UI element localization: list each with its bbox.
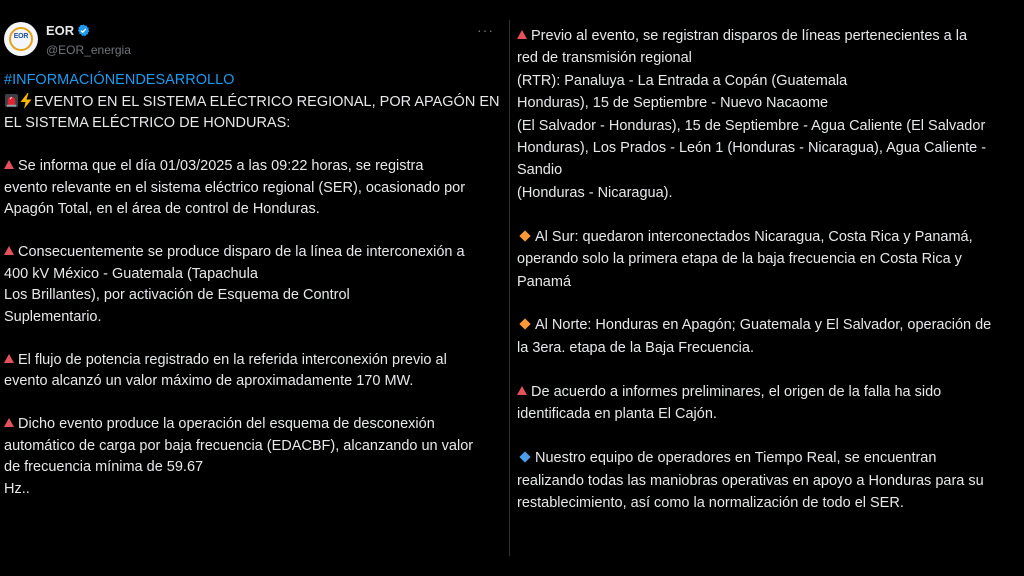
r5-line-3: restablecimiento, así como la normalización de todo el SER. [517, 494, 904, 511]
r1-line-5: (El Salvador - Honduras), 15 de Septiembre - Agua Caliente (El Salvador [517, 117, 986, 134]
r3-line-1: Al Norte: Honduras en Apagón; Guatemala y El Salvador, operación de [535, 317, 992, 334]
red-triangle-icon [517, 386, 527, 395]
p2-line-4: Suplementario. [4, 308, 102, 325]
display-name[interactable]: EOR [46, 23, 75, 39]
lightning-bolt-icon [19, 93, 33, 109]
avatar-logo-text: EOR [13, 33, 29, 40]
p4-line-2: automático de carga por baja frecuencia (EDACBF), alcanzando un valor [4, 437, 474, 454]
p2-line-3: Los Brillantes), por activación de Esquema de Control [4, 287, 350, 303]
r2-line-1: Al Sur: quedaron interconectados Nicaragua, Costa Rica y Panamá, [535, 228, 973, 245]
author-block [46, 22, 131, 57]
p1-line-2: evento relevante en el sistema eléctrico regional (SER), ocasionado por [4, 179, 466, 196]
r1-line-1: Previo al evento, se registran disparos de líneas pertenecientes a la [531, 28, 968, 44]
p4-line-3: de frecuencia mínima de 59.67 [4, 459, 204, 475]
p4-line-1: Dicho evento produce la operación del esquema de desconexión [18, 416, 435, 432]
p4-line-4: Hz.. [4, 480, 30, 497]
p2-line-2: 400 kV México - Guatemala (Tapachula [4, 265, 258, 282]
r3-line-2: la 3era. etapa de la Baja Frecuencia. [517, 339, 754, 356]
r5-line-2: realizando todas las maniobras operativas en apoyo a Honduras para su [517, 472, 984, 489]
headline-line-2: EL SISTEMA ELÉCTRICO DE HONDURAS: [4, 115, 291, 131]
column-divider [509, 20, 510, 556]
tweet-text-left [4, 70, 504, 500]
red-triangle-icon [517, 30, 527, 39]
siren-icon [4, 93, 19, 108]
orange-diamond-icon [519, 230, 530, 241]
hashtag-link[interactable]: #INFORMACIÓNENDESARROLLO [4, 72, 235, 88]
p1-line-3: Apagón Total, en el área de control de Honduras. [4, 201, 320, 217]
p3-line-1: El flujo de potencia registrado en la referida interconexión previo al [18, 351, 447, 368]
red-triangle-icon [4, 246, 14, 255]
p1-line-1: Se informa que el día 01/03/2025 a las 09:22 horas, se registra [18, 158, 424, 174]
r1-line-8: (Honduras - Nicaragua). [517, 184, 673, 201]
account-handle[interactable]: @EOR_energia [46, 43, 131, 57]
p3-line-2: evento alcanzó un valor máximo de aproximadamente 170 MW. [4, 373, 414, 389]
verified-badge-icon [77, 24, 90, 37]
r4-line-1: De acuerdo a informes preliminares, el origen de la falla ha sido [531, 383, 942, 400]
r1-line-4: Honduras), 15 de Septiembre - Nuevo Nacaome [517, 95, 829, 112]
r1-line-3: (RTR): Panaluya - La Entrada a Copán (Guatemala [517, 72, 848, 89]
more-options-icon[interactable]: ··· [477, 22, 494, 38]
headline-line-1: EVENTO EN EL SISTEMA ELÉCTRICO REGIONAL, POR APAGÓN EN [34, 93, 500, 110]
tweet-header [4, 22, 500, 62]
r2-line-3: Panamá [517, 273, 572, 290]
p2-line-1: Consecuentemente se produce disparo de la línea de interconexión a [18, 244, 465, 260]
r1-line-2: red de transmisión regional [517, 50, 692, 67]
tweet-text-right [517, 25, 1024, 514]
tweet-left-column [0, 0, 509, 576]
r1-line-7: Sandio [517, 162, 563, 179]
r1-line-6: Honduras), Los Prados - León 1 (Honduras - Nicaragua), Agua Caliente - [517, 140, 987, 157]
r5-line-1: Nuestro equipo de operadores en Tiempo Real, se encuentran [535, 450, 937, 467]
avatar[interactable] [4, 22, 38, 56]
blue-diamond-icon [519, 451, 530, 462]
orange-diamond-icon [519, 319, 530, 330]
r2-line-2: operando solo la primera etapa de la baja frecuencia en Costa Rica y [517, 251, 962, 268]
red-triangle-icon [4, 160, 14, 169]
r4-line-2: identificada en planta El Cajón. [517, 406, 717, 423]
red-triangle-icon [4, 418, 14, 427]
tweet-right-column [515, 25, 1024, 570]
red-triangle-icon [4, 354, 14, 363]
